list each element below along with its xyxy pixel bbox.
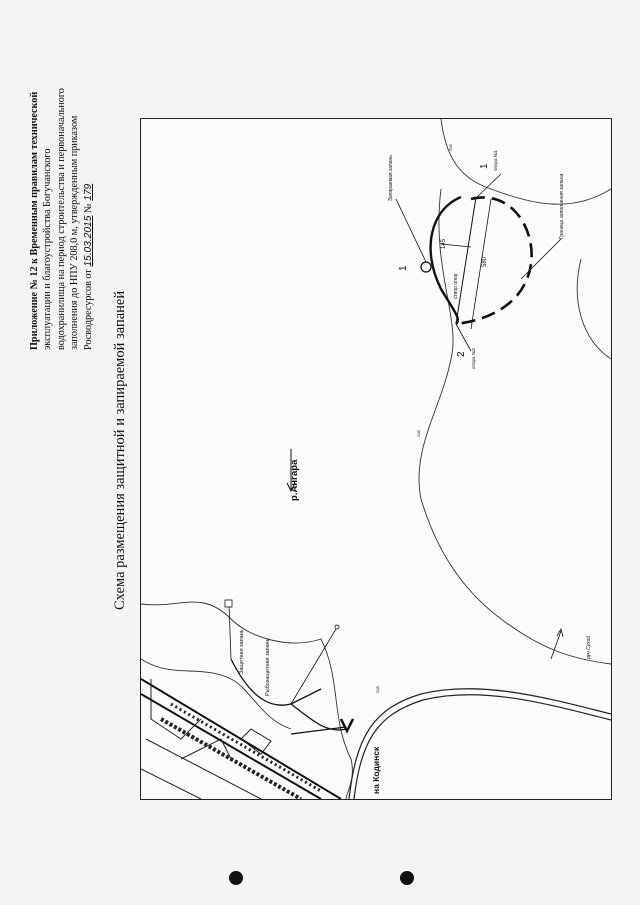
locking-boom-lead: [396, 199, 426, 262]
river-label: р.Ангара: [289, 459, 300, 501]
punch-hole-left: [229, 871, 243, 885]
header-block: [28, 50, 95, 350]
contour-208-b: 208: [416, 430, 421, 437]
support2-label: опора №2: [471, 347, 476, 369]
river-bank-right: [577, 259, 611, 359]
dim-line-580: [471, 199, 491, 329]
map-drawing: [141, 119, 611, 799]
scheme-title: Схема размещения защитной и запираемой запаней: [112, 290, 128, 610]
dim-145: 145: [441, 238, 447, 249]
map-frame: [140, 118, 612, 800]
locking-boom-label: Запираемая запань: [388, 155, 394, 201]
boundary-lead: [521, 239, 561, 279]
road-label: на Кодинск: [371, 746, 381, 794]
river-bank-lower: [141, 602, 352, 799]
creek-label: руч.Сухой: [586, 635, 592, 659]
river-bank-main: [419, 189, 611, 664]
header-line-1: Приложение № 12 к Временным правилам технической: [29, 91, 40, 350]
locking-boom-arc: [431, 197, 461, 324]
fish-boom-label: Рыбозащитная запань: [265, 638, 271, 696]
handwritten-number: 179: [82, 183, 94, 201]
dim-580: 580: [482, 256, 488, 267]
road: [349, 689, 611, 799]
callout-2: 2: [456, 351, 467, 357]
contour-208-a: 208: [448, 144, 453, 151]
protective-boom-lead: [229, 604, 231, 659]
callout-1: 1: [479, 163, 490, 169]
river-bank-upper: [441, 119, 611, 204]
support1-label: опора №1: [493, 149, 498, 171]
protective-boom-label: Защитная запань: [239, 629, 245, 674]
callout-1b: 1: [398, 265, 409, 271]
header-line-2: эксплуатации и благоустройства Богучанского: [42, 148, 54, 350]
header-line-5: Росводресурсов от 15.03.2015 № 179: [82, 183, 94, 350]
dam-site: [141, 679, 341, 799]
support1-lead: [477, 174, 501, 197]
contour-208-c: 208: [375, 686, 380, 693]
boundary-arc: [456, 197, 532, 324]
span-label: створ опор: [453, 273, 459, 299]
fish-boom-line: [291, 704, 346, 730]
creek-arrow: [551, 631, 561, 659]
punch-hole-right: [400, 871, 414, 885]
header-line-3: водохранилища на период строительства и первоначального: [55, 88, 67, 350]
handwritten-date: 15.03.2015: [82, 215, 94, 267]
boundary-label: Граница заполнения запани: [559, 173, 565, 239]
header-line-4: заполнения до НПУ 208,0 м, утвержденным приказом: [69, 115, 81, 350]
road-2: [354, 695, 611, 799]
span-line: [456, 197, 476, 324]
support2-lead: [456, 324, 471, 351]
